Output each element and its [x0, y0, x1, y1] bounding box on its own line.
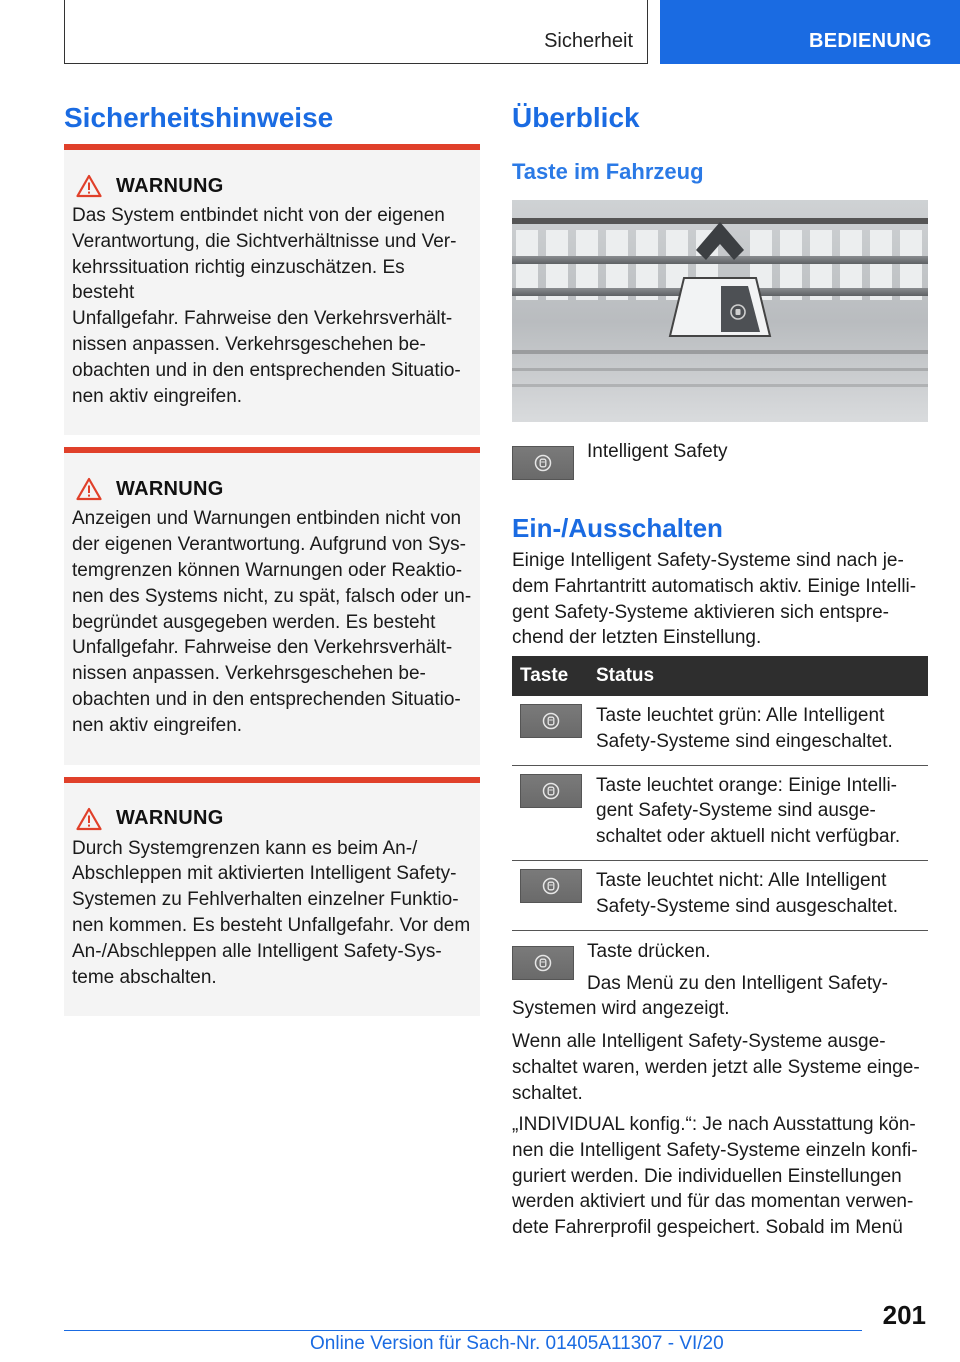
warning-label: WARNUNG [116, 807, 224, 830]
button-in-vehicle-subtitle: Taste im Fahrzeug [512, 159, 704, 184]
intelligent-safety-icon [534, 953, 552, 973]
text-line: Wenn alle Intelligent Safety-Systeme ausge- [512, 1031, 886, 1052]
table-cell-status [588, 696, 928, 765]
button-state-image [520, 869, 582, 903]
column-header-status: Status [588, 656, 928, 696]
text-line: Unfallgefahr. Fahrweise den Verkehrsverhält- [72, 308, 453, 330]
warning-box-2 [64, 447, 480, 764]
text-line: Taste leuchtet nicht: Alle Intelligent [596, 869, 887, 891]
text-line: Systemen zu Fehlverhalten einzelner Funktio- [72, 889, 459, 911]
table-cell-icon [512, 696, 588, 765]
warning-heading [76, 172, 472, 200]
header-section-label: Sicherheit [544, 30, 633, 52]
text-line: nissen anpassen. Verkehrsgeschehen be- [72, 333, 426, 355]
text-line: dete Fahrerprofil gespeichert. Sobald im Menü [512, 1217, 903, 1239]
text-line: nen aktiv eingreifen. [72, 385, 243, 407]
text-line: Verantwortung, die Sichtverhältnisse und Ver- [72, 230, 457, 252]
button-state-image [520, 774, 582, 808]
text-line: kehrssituation richtig einzuschätzen. Es besteht [72, 256, 405, 304]
text-line: gent Safety-Systeme aktivieren sich entspre- [512, 601, 890, 623]
warning-triangle-icon [76, 807, 102, 831]
button-status-table [512, 656, 928, 931]
safety-notes-title: Sicherheitshinweise [64, 102, 334, 133]
paragraph-individual-config [512, 1112, 932, 1241]
text-line: werden aktiviert und für das momentan verwen- [512, 1191, 914, 1213]
warning-box-3 [64, 777, 480, 1017]
left-column [64, 98, 480, 1016]
text-line: nen die Intelligent Safety-Systeme einzeln konfi- [512, 1139, 918, 1161]
intelligent-safety-icon [542, 876, 560, 896]
press-step-text: Taste drücken. [587, 941, 711, 962]
intelligent-safety-icon [542, 711, 560, 731]
text-line: obachten und in den entsprechenden Situatio- [72, 359, 461, 381]
text-line: Durch Systemgrenzen kann es beim An-/ [72, 837, 418, 859]
text-line: chend der letzten Einstellung. [512, 627, 762, 649]
page-number: 201 [882, 1300, 926, 1330]
text-line: nen des Systems nicht, zu spät, falsch oder un- [72, 585, 472, 607]
text-line: Das System entbindet nicht von der eigenen [72, 205, 445, 226]
on-off-section-title: Ein-/Ausschalten [512, 513, 723, 543]
button-state-image [520, 704, 582, 738]
intelligent-safety-icon [534, 453, 552, 473]
text-line: dem Fahrtantritt automatisch aktiv. Einige Intelli- [512, 575, 917, 597]
warning-heading [76, 475, 472, 503]
text-line: nen aktiv eingreifen. [72, 714, 243, 736]
press-result-line: Das Menü zu den Intelligent Safety- [587, 973, 889, 994]
warning-label: WARNUNG [116, 174, 224, 197]
intelligent-safety-caption: Intelligent Safety [587, 441, 728, 462]
warning-text [72, 203, 472, 409]
intelligent-safety-button-image [512, 446, 574, 480]
warning-text [72, 836, 472, 991]
vehicle-button-photo [512, 200, 928, 422]
table-cell-status [588, 860, 928, 930]
warning-label: WARNUNG [116, 477, 224, 500]
warning-triangle-icon [76, 477, 102, 501]
text-line: „INDIVIDUAL konfig.“: Je nach Ausstattung kön- [512, 1114, 916, 1135]
overview-title: Überblick [512, 102, 640, 133]
right-column-top [512, 98, 928, 188]
text-line: Unfallgefahr. Fahrweise den Verkehrsverhält- [72, 637, 453, 659]
table-cell-icon [512, 765, 588, 860]
footer-divider [64, 1330, 862, 1331]
header-chapter-tab [660, 0, 960, 64]
text-line: Taste leuchtet grün: Alle Intelligent [596, 705, 885, 726]
text-line: schaltet waren, werden jetzt alle Systeme einge- [512, 1056, 920, 1078]
on-off-intro [512, 548, 932, 651]
text-line: Abschleppen mit aktivierten Intelligent Safety- [72, 863, 457, 885]
text-line: Safety-Systeme sind eingeschaltet. [596, 730, 893, 752]
table-row [512, 765, 928, 860]
text-line: der eigenen Verantwortung. Aufgrund von Sys- [72, 534, 466, 556]
press-result-line: Systemen wird angezeigt. [512, 998, 730, 1019]
warning-heading [76, 805, 472, 833]
table-row [512, 696, 928, 765]
text-line: teme abschalten. [72, 966, 217, 988]
header-chapter-label: BEDIENUNG [809, 30, 932, 52]
text-line: nissen anpassen. Verkehrsgeschehen be- [72, 663, 426, 685]
table-header-row [512, 656, 928, 696]
text-line: schaltet oder aktuell nicht verfügbar. [596, 826, 901, 848]
intelligent-safety-icon [542, 781, 560, 801]
paragraph-all-systems [512, 1029, 932, 1106]
press-button-image [512, 946, 574, 980]
warning-box-1 [64, 144, 480, 435]
text-line: begründet ausgegeben werden. Es besteht [72, 611, 436, 633]
table-cell-icon [512, 860, 588, 930]
text-line: Anzeigen und Warnungen entbinden nicht von [72, 508, 462, 530]
text-line: Safety-Systeme sind ausgeschaltet. [596, 895, 899, 917]
warning-triangle-icon [76, 174, 102, 198]
text-line: temgrenzen können Warnungen oder Reaktio- [72, 559, 463, 581]
header-section-box [64, 0, 648, 64]
table-row [512, 860, 928, 930]
text-line: An-/Abschleppen alle Intelligent Safety-Sys- [72, 940, 442, 962]
table-cell-status [588, 765, 928, 860]
warning-text [72, 506, 472, 738]
text-line: nen kommen. Es besteht Unfallgefahr. Vor dem [72, 914, 471, 936]
text-line: Taste leuchtet orange: Einige Intelli- [596, 774, 898, 796]
text-line: obachten und in den entsprechenden Situatio- [72, 688, 461, 710]
text-line: Einige Intelligent Safety-Systeme sind nach je- [512, 550, 904, 571]
text-line: gent Safety-Systeme sind ausge- [596, 800, 876, 822]
text-line: schaltet. [512, 1082, 583, 1104]
column-header-button: Taste [512, 656, 588, 696]
text-line: guriert werden. Die individuellen Einstellungen [512, 1165, 902, 1187]
footer-note: Online Version für Sach-Nr. 01405A11307 - VI/20 [310, 1333, 724, 1354]
